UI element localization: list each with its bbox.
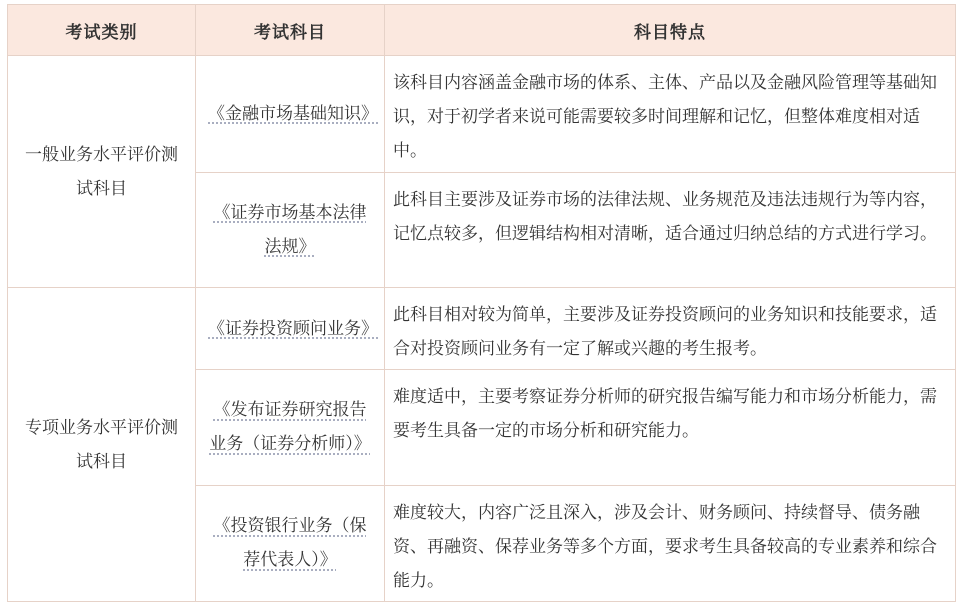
subject-cell [196, 56, 385, 173]
table-container [7, 4, 955, 602]
category-cell: 专项业务水平评价测试科目 [8, 288, 196, 602]
table-row [8, 56, 956, 173]
subject-cell [196, 172, 385, 288]
subject-link[interactable]: 《证券市场基本法律法规》 [213, 202, 367, 257]
header-features: 科目特点 [385, 5, 956, 56]
header-subject: 考试科目 [196, 5, 385, 56]
subject-cell [196, 370, 385, 485]
description-cell: 此科目主要涉及证券市场的法律法规、业务规范及违法违规行为等内容，记忆点较多，但逻辑结构相对清晰，适合通过归纳总结的方式进行学习。 [385, 172, 956, 288]
table-header-row [8, 5, 956, 56]
description-cell: 该科目内容涵盖金融市场的体系、主体、产品以及金融风险管理等基础知识，对于初学者来说可能需要较多时间理解和记忆，但整体难度相对适中。 [385, 56, 956, 173]
subject-link[interactable]: 《发布证券研究报告业务（证券分析师）》 [209, 400, 371, 455]
subject-link[interactable]: 《金融市场基础知识》 [208, 103, 378, 124]
description-cell: 难度较大，内容广泛且深入，涉及会计、财务顾问、持续督导、债务融资、再融资、保荐业务等多个方面，要求考生具备较高的专业素养和综合能力。 [385, 485, 956, 601]
exam-subjects-table [7, 4, 956, 602]
category-cell: 一般业务水平评价测试科目 [8, 56, 196, 288]
subject-cell [196, 288, 385, 370]
table-row [8, 288, 956, 370]
description-cell: 此科目相对较为简单，主要涉及证券投资顾问的业务知识和技能要求，适合对投资顾问业务有一定了解或兴趣的考生报考。 [385, 288, 956, 370]
subject-link[interactable]: 《投资银行业务（保荐代表人）》 [213, 516, 367, 571]
subject-cell [196, 485, 385, 601]
header-category: 考试类别 [8, 5, 196, 56]
subject-link[interactable]: 《证券投资顾问业务》 [208, 318, 378, 339]
description-cell: 难度适中，主要考察证券分析师的研究报告编写能力和市场分析能力，需要考生具备一定的市场分析和研究能力。 [385, 370, 956, 485]
